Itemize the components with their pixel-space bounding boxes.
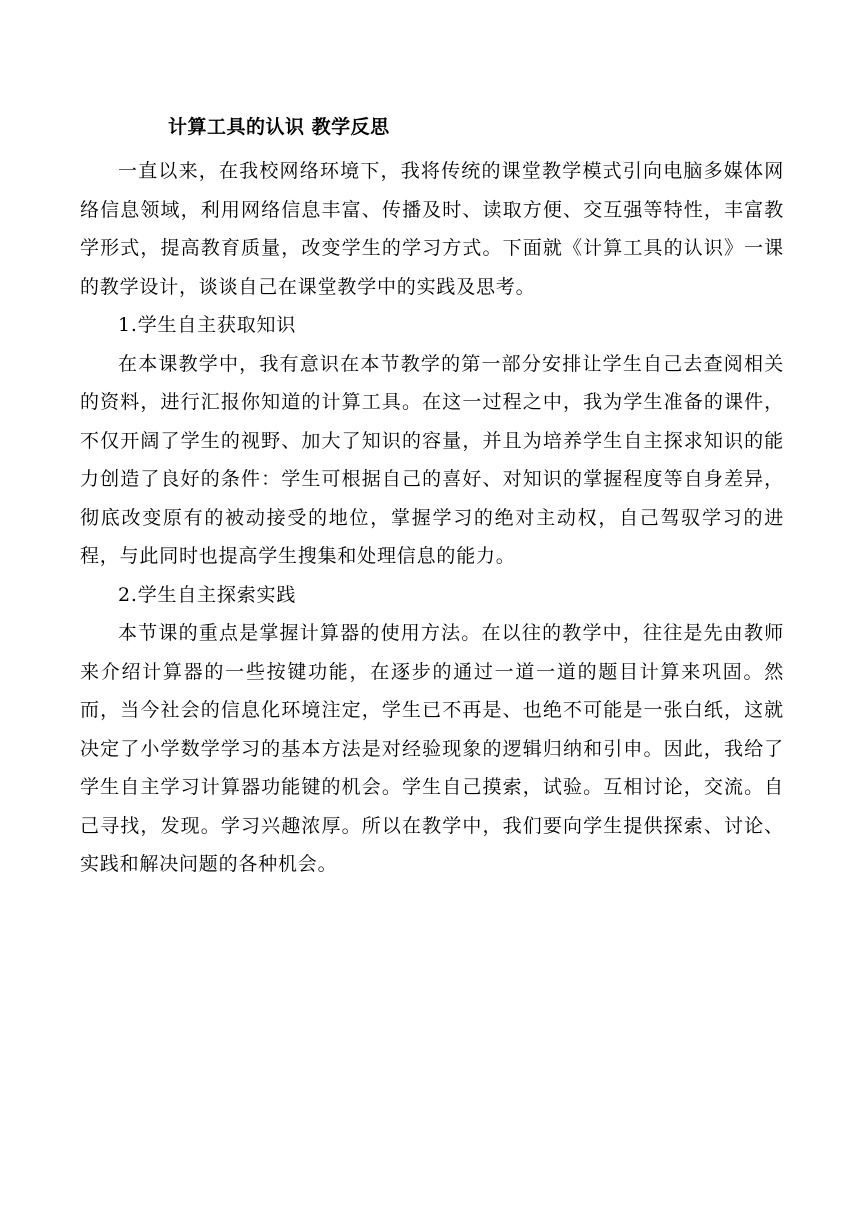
section-heading-1: 1.学生自主获取知识: [118, 314, 297, 336]
document-body: [80, 152, 784, 884]
paragraph-section-2: 本节课的重点是掌握计算器的使用方法。在以往的教学中，往往是先由教师来介绍计算器的一些按键功能，在逐步的通过一道一道的题目计算来巩固。然而，当今社会的信息化环境注定，学生已不再是、也绝不可能是一张白纸，这就决定了小学数学学习的基本方法是对经验现象的逻辑归纳和引申。因此，我给了学生自主学习计算器功能键的机会。学生自己摸索，试验。互相讨论，交流。自己寻找，发现。学习兴趣浓厚。所以在教学中，我们要向学生提供探索、讨论、实践和解决问题的各种机会。: [80, 622, 784, 875]
paragraph-intro: 一直以来，在我校网络环境下，我将传统的课堂教学模式引向电脑多媒体网络信息领域，利用网络信息丰富、传播及时、读取方便、交互强等特性，丰富教学形式，提高教育质量，改变学生的学习方式。下面就《计算工具的认识》一课的教学设计，谈谈自己在课堂教学中的实践及思考。: [80, 160, 784, 298]
paragraph-section-1: 在本课教学中，我有意识在本节教学的第一部分安排让学生自己去查阅相关的资料，进行汇报你知道的计算工具。在这一过程之中，我为学生准备的课件，不仅开阔了学生的视野、加大了知识的容量，并且为培养学生自主探求知识的能力创造了良好的条件：学生可根据自己的喜好、对知识的掌握程度等自身差异，彻底改变原有的被动接受的地位，掌握学习的绝对主动权，自己驾驭学习的进程，与此同时也提高学生搜集和处理信息的能力。: [80, 352, 784, 567]
section-heading-2: 2.学生自主探索实践: [118, 583, 297, 606]
document-title: 计算工具的认识 教学反思: [168, 116, 390, 138]
